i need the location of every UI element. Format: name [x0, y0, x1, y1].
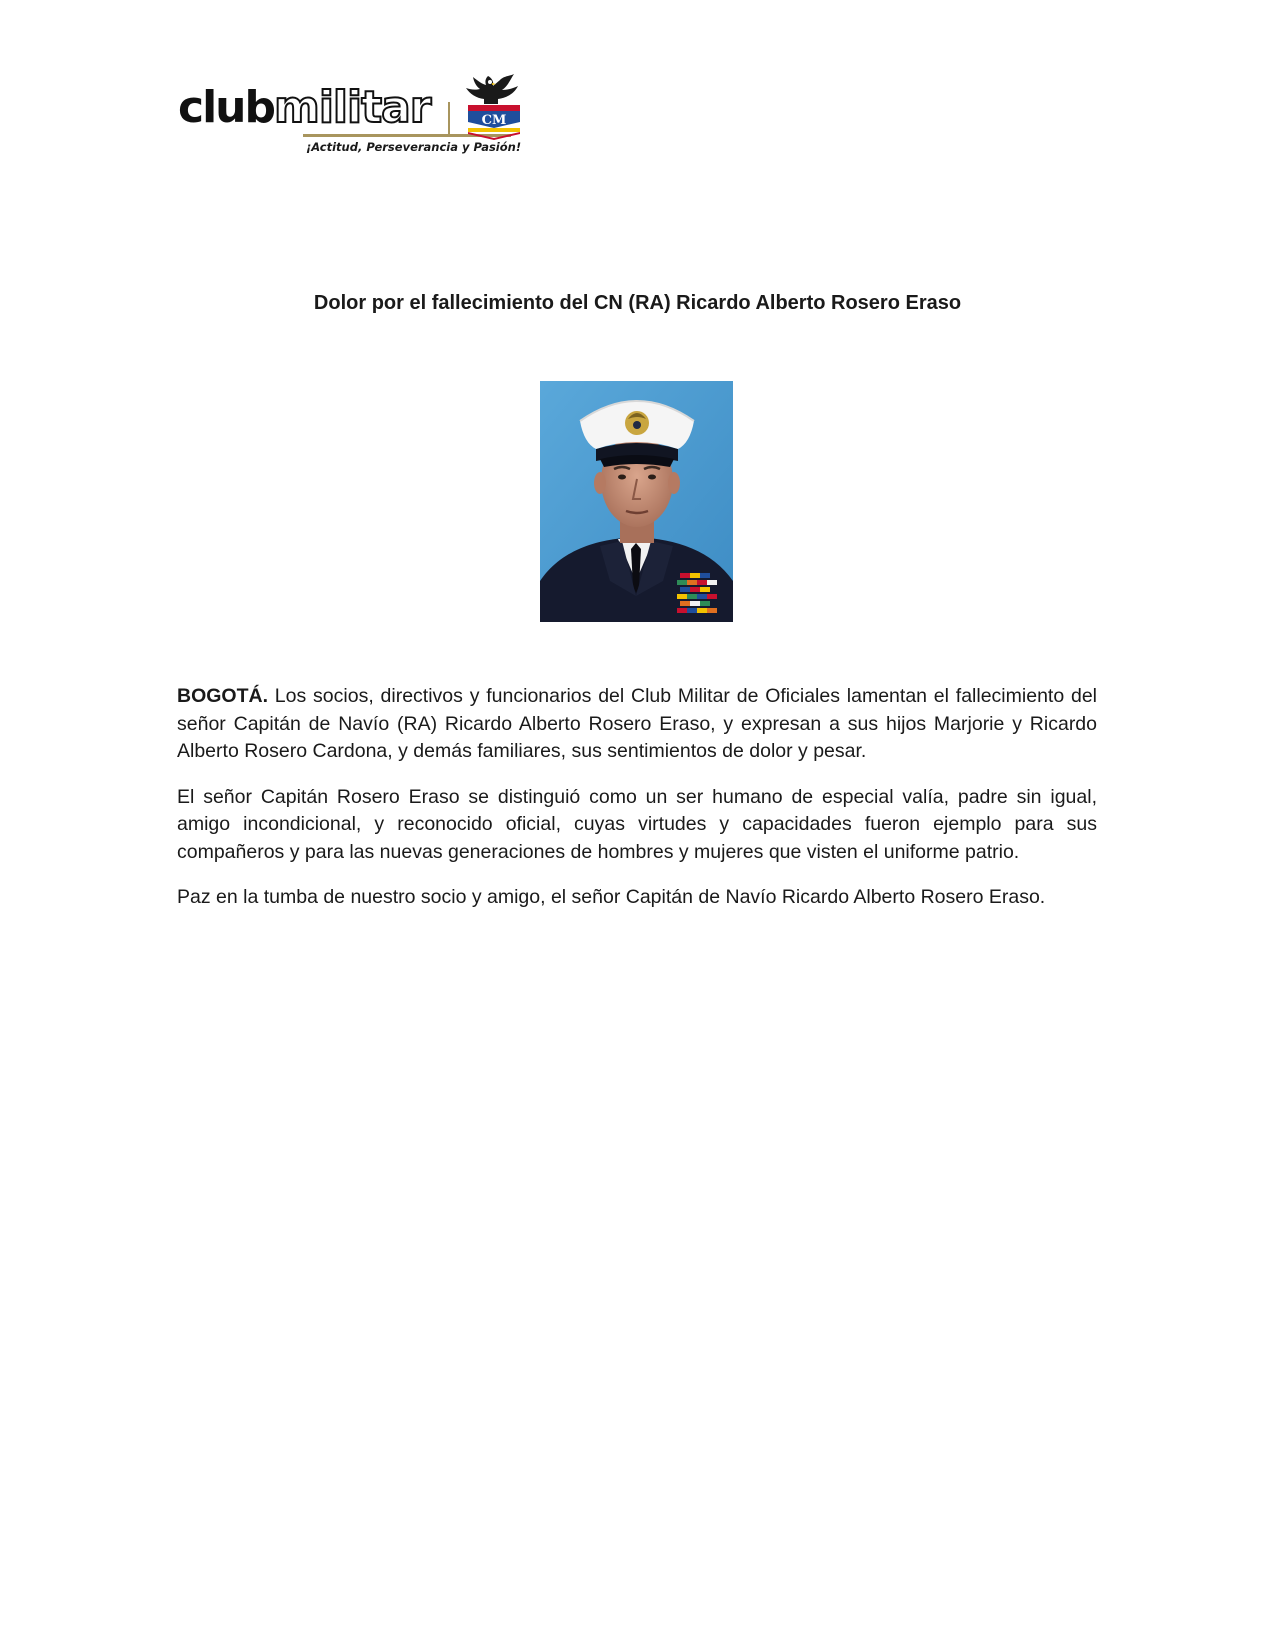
- logo-word-militar: militar: [273, 82, 431, 133]
- paragraph-1: [177, 683, 1097, 766]
- paragraph-2: El señor Capitán Rosero Eraso se distinguió como un ser humano de especial valía, padre sin igual, amigo incondicional, y reconocido oficial, cuyas virtudes y capacidades fueron ejemplo para sus compañeros y para las nuevas generaciones de hombres y mujeres que visten el uniforme patrio.: [177, 785, 1097, 863]
- emblem-text: CM: [481, 113, 507, 128]
- page-title: Dolor por el fallecimiento del CN (RA) Ricardo Alberto Rosero Eraso: [313, 292, 962, 314]
- paragraph-lead: BOGOTÁ.: [177, 685, 268, 707]
- club-militar-logo: [178, 72, 523, 162]
- logo-emblem: [448, 72, 523, 142]
- article-body: [177, 683, 1097, 930]
- logo-tagline: ¡Actitud, Perseverancia y Pasión!: [306, 140, 522, 154]
- logo-word-club: club: [178, 82, 274, 133]
- cm-shield-icon: [468, 105, 520, 140]
- paragraph-text: Los socios, directivos y funcionarios del Club Militar de Oficiales lamentan el fallecimiento del señor Capitán de Navío (RA) Ricardo Alberto Rosero Eraso, y expresan a sus hijos Marjorie y Ricardo Alberto Rosero Cardona, y demás familiares, sus sentimientos de dolor y pesar.: [177, 685, 1097, 762]
- portrait-photo: [540, 381, 733, 622]
- paragraph-3: Paz en la tumba de nuestro socio y amigo, el señor Capitán de Navío Ricardo Alberto Rosero Eraso.: [177, 886, 1046, 908]
- portrait-illustration: [540, 381, 733, 622]
- logo-wordmark: [178, 82, 431, 146]
- eagle-icon: [466, 74, 518, 104]
